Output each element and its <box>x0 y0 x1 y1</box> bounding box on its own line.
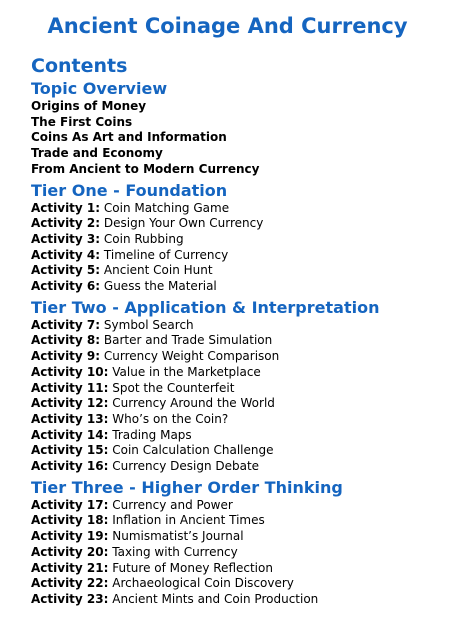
activity-label: Activity 12: <box>31 396 109 411</box>
activity-label: Activity 17: <box>31 497 109 512</box>
document-title: Ancient Coinage And Currency <box>47 14 408 38</box>
activity-item <box>31 279 446 295</box>
activity-item <box>31 498 446 514</box>
activity-label: Activity 4: <box>31 247 101 262</box>
activity-title: Currency Around the World <box>112 396 275 411</box>
tier-three-list <box>31 498 446 608</box>
activity-title: Symbol Search <box>103 317 194 332</box>
section-heading-tier-three: Tier Three - Higher Order Thinking <box>31 477 343 497</box>
activity-item <box>31 576 446 592</box>
topic-overview-list <box>31 99 446 178</box>
activity-label: Activity 10: <box>31 364 109 379</box>
overview-item: Coins As Art and Information <box>31 130 227 145</box>
activity-title: Barter and Trade Simulation <box>103 333 273 348</box>
section-heading-tier-two: Tier Two - Application & Interpretation <box>31 297 380 317</box>
contents-heading: Contents <box>31 55 128 77</box>
activity-label: Activity 11: <box>31 380 109 395</box>
activity-item <box>31 592 446 608</box>
activity-item <box>31 513 446 529</box>
overview-item: Origins of Money <box>31 99 147 113</box>
activity-item <box>31 396 446 412</box>
tier-one-list <box>31 201 446 295</box>
activity-item <box>31 263 446 279</box>
activity-title: Currency and Power <box>112 497 233 512</box>
section-heading-topic-overview: Topic Overview <box>31 79 168 98</box>
activity-title: Inflation in Ancient Times <box>112 513 265 528</box>
activity-title: Ancient Coin Hunt <box>103 263 213 278</box>
activity-label: Activity 3: <box>31 231 101 246</box>
activity-item <box>31 216 446 232</box>
activity-item <box>31 443 446 459</box>
activity-title: Numismatist’s Journal <box>112 529 244 544</box>
activity-label: Activity 1: <box>31 200 101 215</box>
activity-label: Activity 7: <box>31 317 101 332</box>
activity-item <box>31 545 446 561</box>
activity-title: Coin Matching Game <box>103 200 230 215</box>
activity-item <box>31 248 446 264</box>
tier-two-list <box>31 318 446 475</box>
activity-item <box>31 561 446 577</box>
activity-item <box>31 428 446 444</box>
activity-label: Activity 5: <box>31 263 101 278</box>
activity-label: Activity 18: <box>31 513 109 528</box>
overview-item: Trade and Economy <box>31 146 163 161</box>
activity-label: Activity 8: <box>31 333 101 348</box>
activity-item <box>31 318 446 334</box>
activity-label: Activity 15: <box>31 443 109 458</box>
overview-item: The First Coins <box>31 114 133 129</box>
activity-title: Archaeological Coin Discovery <box>112 576 294 591</box>
activity-title: Ancient Mints and Coin Production <box>112 591 319 606</box>
activity-label: Activity 6: <box>31 279 101 294</box>
overview-item: From Ancient to Modern Currency <box>31 161 260 176</box>
activity-label: Activity 21: <box>31 560 109 575</box>
activity-title: Coin Rubbing <box>103 231 184 246</box>
activity-title: Future of Money Reflection <box>112 560 273 575</box>
activity-title: Spot the Counterfeit <box>112 380 235 395</box>
activity-title: Currency Weight Comparison <box>103 349 280 364</box>
activity-label: Activity 23: <box>31 591 109 606</box>
section-heading-tier-one: Tier One - Foundation <box>31 180 228 200</box>
table-of-contents <box>31 55 446 608</box>
activity-label: Activity 20: <box>31 544 109 559</box>
activity-item <box>31 412 446 428</box>
activity-title: Who’s on the Coin? <box>112 411 229 426</box>
activity-item <box>31 529 446 545</box>
activity-item <box>31 365 446 381</box>
activity-title: Timeline of Currency <box>103 247 229 262</box>
activity-label: Activity 13: <box>31 411 109 426</box>
activity-label: Activity 16: <box>31 459 109 474</box>
activity-label: Activity 9: <box>31 349 101 364</box>
activity-item <box>31 349 446 365</box>
activity-item <box>31 333 446 349</box>
activity-title: Coin Calculation Challenge <box>112 443 274 458</box>
activity-title: Value in the Marketplace <box>112 364 261 379</box>
activity-label: Activity 2: <box>31 216 101 231</box>
activity-title: Taxing with Currency <box>112 544 238 559</box>
activity-label: Activity 22: <box>31 576 109 591</box>
activity-label: Activity 19: <box>31 529 109 544</box>
activity-item <box>31 381 446 397</box>
activity-title: Design Your Own Currency <box>103 216 264 231</box>
activity-item <box>31 459 446 475</box>
activity-item <box>31 232 446 248</box>
activity-title: Guess the Material <box>103 279 217 294</box>
activity-title: Trading Maps <box>112 427 192 442</box>
activity-label: Activity 14: <box>31 427 109 442</box>
activity-title: Currency Design Debate <box>112 459 260 474</box>
activity-item <box>31 201 446 217</box>
